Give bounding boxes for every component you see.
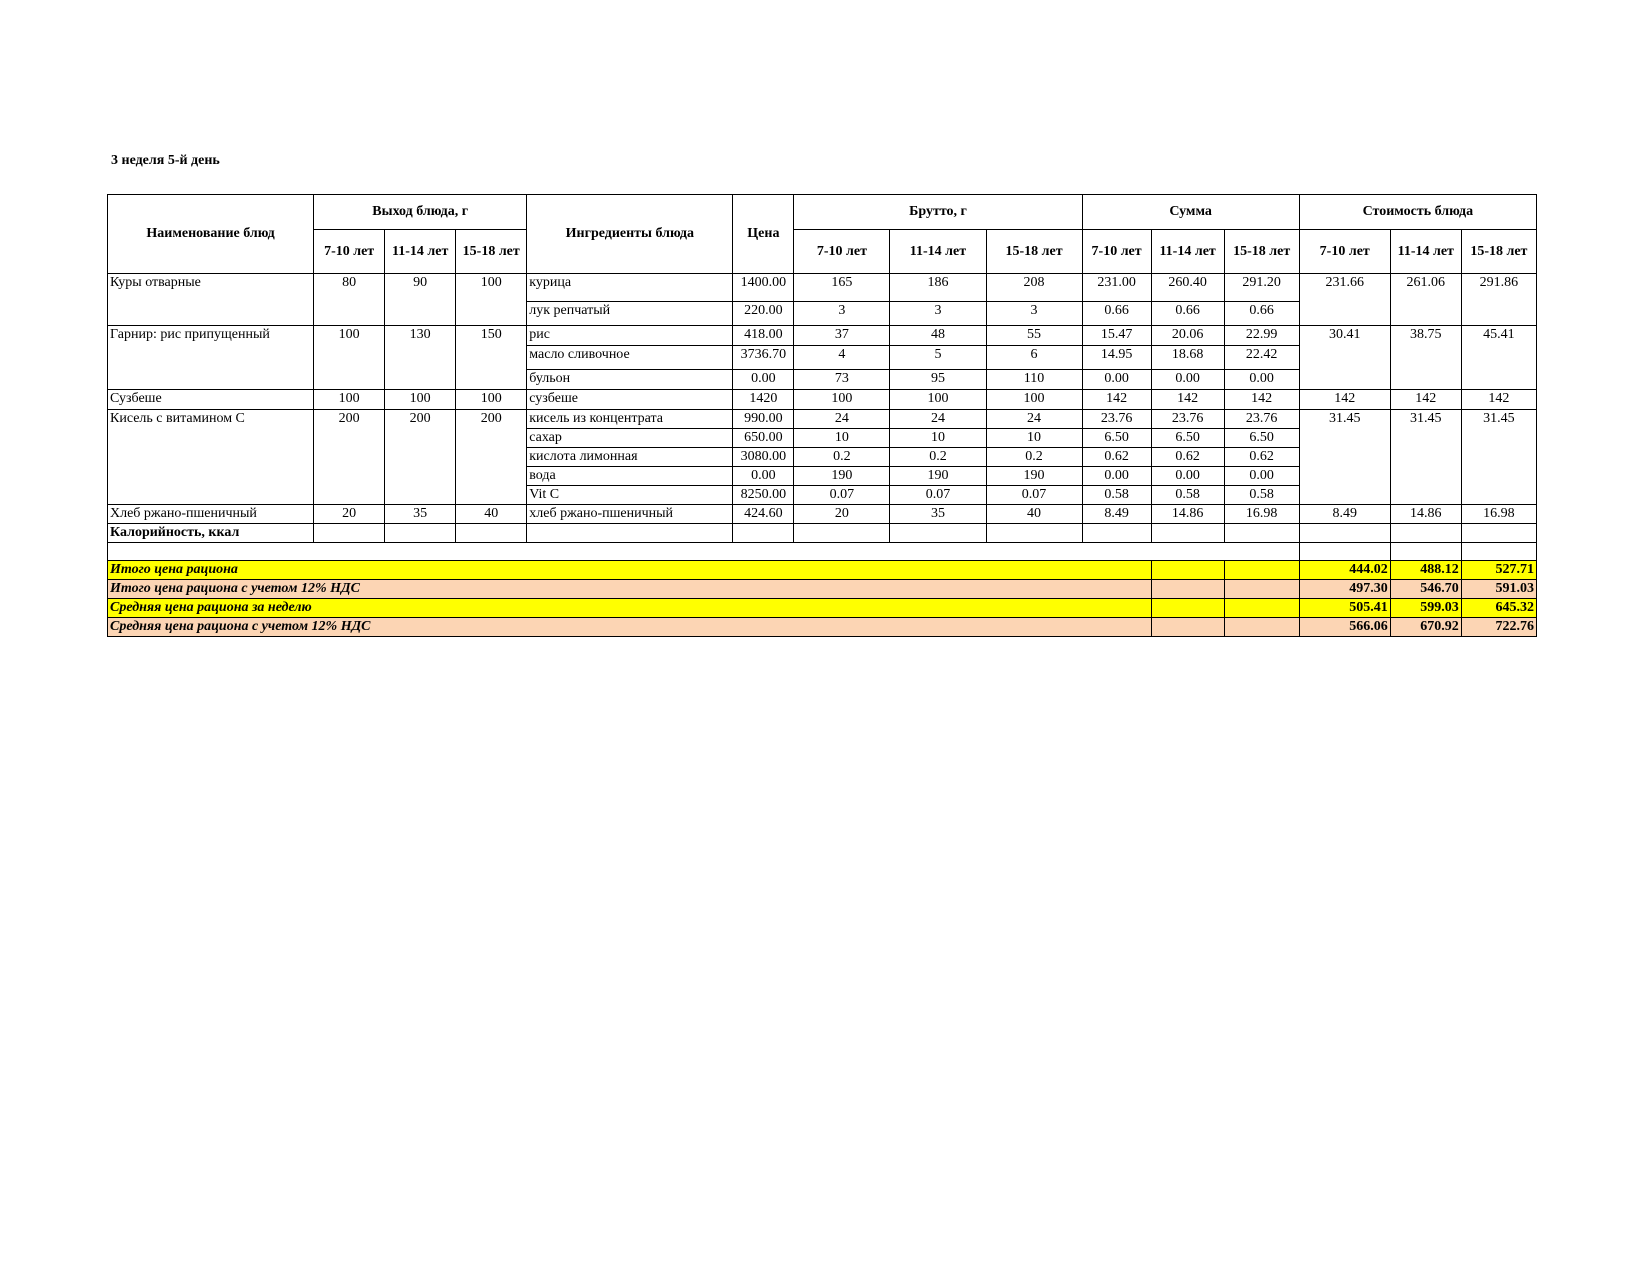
header-cost: Стоимость блюда <box>1299 195 1536 230</box>
ingredient-name: кисель из концентрата <box>527 410 733 429</box>
sum-value: 20.06 <box>1151 326 1224 346</box>
summary-value: 670.92 <box>1390 618 1461 637</box>
header-sum-age: 15-18 лет <box>1224 230 1299 274</box>
spacer-cell <box>1461 543 1536 561</box>
brutto-value: 20 <box>794 505 890 524</box>
cost-value: 261.06 <box>1390 274 1461 326</box>
sum-value: 0.00 <box>1151 370 1224 390</box>
summary-value: 566.06 <box>1299 618 1390 637</box>
ingredient-price: 220.00 <box>733 302 794 326</box>
output-value: 35 <box>385 505 456 524</box>
output-value: 200 <box>314 410 385 505</box>
summary-value: 497.30 <box>1299 580 1390 599</box>
ingredient-name: вода <box>527 467 733 486</box>
cost-value: 8.49 <box>1299 505 1390 524</box>
brutto-value: 10 <box>794 429 890 448</box>
empty-cell <box>314 524 385 543</box>
brutto-value: 95 <box>890 370 986 390</box>
spacer-cell <box>1299 543 1390 561</box>
empty-cell <box>1151 561 1224 580</box>
sum-value: 6.50 <box>1224 429 1299 448</box>
summary-value: 527.71 <box>1461 561 1536 580</box>
ingredient-name: сузбеше <box>527 390 733 410</box>
sum-value: 0.00 <box>1224 467 1299 486</box>
ingredient-name: кислота лимонная <box>527 448 733 467</box>
summary-row <box>108 580 1537 599</box>
cost-value: 231.66 <box>1299 274 1390 326</box>
brutto-value: 0.2 <box>890 448 986 467</box>
sum-value: 23.76 <box>1224 410 1299 429</box>
header-sum-age: 7-10 лет <box>1082 230 1151 274</box>
sum-value: 6.50 <box>1082 429 1151 448</box>
output-value: 40 <box>456 505 527 524</box>
sum-value: 14.86 <box>1151 505 1224 524</box>
spacer-cell <box>108 543 1300 561</box>
header-price: Цена <box>733 195 794 274</box>
ingredient-name: рис <box>527 326 733 346</box>
output-value: 200 <box>385 410 456 505</box>
sum-value: 15.47 <box>1082 326 1151 346</box>
sum-value: 0.00 <box>1082 370 1151 390</box>
summary-value: 505.41 <box>1299 599 1390 618</box>
sum-value: 16.98 <box>1224 505 1299 524</box>
dish-name: Куры отварные <box>108 274 314 326</box>
empty-cell <box>1224 618 1299 637</box>
header-row-2 <box>108 230 1537 274</box>
brutto-value: 6 <box>986 346 1082 370</box>
cost-value: 45.41 <box>1461 326 1536 390</box>
empty-cell <box>986 524 1082 543</box>
empty-cell <box>1299 524 1390 543</box>
brutto-value: 0.07 <box>794 486 890 505</box>
brutto-value: 190 <box>986 467 1082 486</box>
sum-value: 0.58 <box>1082 486 1151 505</box>
header-cost-age: 15-18 лет <box>1461 230 1536 274</box>
cost-value: 30.41 <box>1299 326 1390 390</box>
sum-value: 231.00 <box>1082 274 1151 302</box>
output-value: 100 <box>456 274 527 326</box>
brutto-value: 100 <box>794 390 890 410</box>
sum-value: 260.40 <box>1151 274 1224 302</box>
brutto-value: 110 <box>986 370 1082 390</box>
table-row <box>108 410 1537 429</box>
table-row <box>108 326 1537 346</box>
table-row <box>108 390 1537 410</box>
ingredient-name: лук репчатый <box>527 302 733 326</box>
ingredient-price: 990.00 <box>733 410 794 429</box>
table-row <box>108 274 1537 302</box>
brutto-value: 190 <box>794 467 890 486</box>
sum-value: 0.00 <box>1151 467 1224 486</box>
output-value: 150 <box>456 326 527 390</box>
output-value: 200 <box>456 410 527 505</box>
summary-label: Итого цена рациона <box>108 561 1152 580</box>
ingredient-price: 650.00 <box>733 429 794 448</box>
ingredient-name: Vit C <box>527 486 733 505</box>
table-row <box>108 505 1537 524</box>
calories-label: Калорийность, ккал <box>108 524 314 543</box>
spacer-cell <box>1390 543 1461 561</box>
dish-name: Хлеб ржано-пшеничный <box>108 505 314 524</box>
brutto-value: 208 <box>986 274 1082 302</box>
sum-value: 0.62 <box>1224 448 1299 467</box>
sum-value: 0.62 <box>1151 448 1224 467</box>
ingredient-price: 3736.70 <box>733 346 794 370</box>
summary-value: 645.32 <box>1461 599 1536 618</box>
sum-value: 23.76 <box>1082 410 1151 429</box>
sum-value: 142 <box>1151 390 1224 410</box>
header-sum-age: 11-14 лет <box>1151 230 1224 274</box>
summary-row <box>108 561 1537 580</box>
output-value: 100 <box>314 326 385 390</box>
empty-cell <box>1151 580 1224 599</box>
cost-value: 14.86 <box>1390 505 1461 524</box>
sum-value: 142 <box>1224 390 1299 410</box>
brutto-value: 55 <box>986 326 1082 346</box>
ingredient-price: 0.00 <box>733 370 794 390</box>
brutto-value: 100 <box>986 390 1082 410</box>
sum-value: 14.95 <box>1082 346 1151 370</box>
empty-cell <box>456 524 527 543</box>
summary-value: 591.03 <box>1461 580 1536 599</box>
ingredient-price: 1420 <box>733 390 794 410</box>
summary-value: 444.02 <box>1299 561 1390 580</box>
cost-value: 31.45 <box>1461 410 1536 505</box>
output-value: 20 <box>314 505 385 524</box>
summary-label: Итого цена рациона с учетом 12% НДС <box>108 580 1152 599</box>
header-output: Выход блюда, г <box>314 195 527 230</box>
header-sum: Сумма <box>1082 195 1299 230</box>
brutto-value: 3 <box>986 302 1082 326</box>
cost-value: 142 <box>1299 390 1390 410</box>
empty-cell <box>1151 599 1224 618</box>
header-brutto-age: 7-10 лет <box>794 230 890 274</box>
ingredient-price: 3080.00 <box>733 448 794 467</box>
sum-value: 6.50 <box>1151 429 1224 448</box>
brutto-value: 24 <box>794 410 890 429</box>
sum-value: 0.66 <box>1224 302 1299 326</box>
brutto-value: 48 <box>890 326 986 346</box>
dish-name: Сузбеше <box>108 390 314 410</box>
sum-value: 0.58 <box>1151 486 1224 505</box>
empty-cell <box>1461 524 1536 543</box>
output-value: 90 <box>385 274 456 326</box>
cost-value: 291.86 <box>1461 274 1536 326</box>
summary-value: 599.03 <box>1390 599 1461 618</box>
brutto-value: 0.07 <box>986 486 1082 505</box>
ingredient-name: бульон <box>527 370 733 390</box>
empty-cell <box>890 524 986 543</box>
summary-label: Средняя цена рациона с учетом 12% НДС <box>108 618 1152 637</box>
header-ingredients: Ингредиенты блюда <box>527 195 733 274</box>
summary-value: 488.12 <box>1390 561 1461 580</box>
ingredient-name: масло сливочное <box>527 346 733 370</box>
empty-cell <box>1224 524 1299 543</box>
empty-cell <box>1390 524 1461 543</box>
header-cost-age: 11-14 лет <box>1390 230 1461 274</box>
dish-name: Гарнир: рис припущенный <box>108 326 314 390</box>
brutto-value: 3 <box>794 302 890 326</box>
page-title: 3 неделя 5-й день <box>111 153 220 168</box>
header-output-age: 15-18 лет <box>456 230 527 274</box>
header-brutto-age: 15-18 лет <box>986 230 1082 274</box>
spacer-row <box>108 543 1537 561</box>
summary-value: 546.70 <box>1390 580 1461 599</box>
brutto-value: 5 <box>890 346 986 370</box>
brutto-value: 10 <box>890 429 986 448</box>
output-value: 100 <box>385 390 456 410</box>
brutto-value: 165 <box>794 274 890 302</box>
brutto-value: 35 <box>890 505 986 524</box>
header-brutto-age: 11-14 лет <box>890 230 986 274</box>
ingredient-name: курица <box>527 274 733 302</box>
brutto-value: 4 <box>794 346 890 370</box>
brutto-value: 37 <box>794 326 890 346</box>
empty-cell <box>1224 599 1299 618</box>
summary-value: 722.76 <box>1461 618 1536 637</box>
sum-value: 0.66 <box>1151 302 1224 326</box>
empty-cell <box>1151 524 1224 543</box>
cost-value: 142 <box>1461 390 1536 410</box>
brutto-value: 73 <box>794 370 890 390</box>
empty-cell <box>1082 524 1151 543</box>
empty-cell <box>1151 618 1224 637</box>
ingredient-price: 424.60 <box>733 505 794 524</box>
ingredient-name: сахар <box>527 429 733 448</box>
header-output-age: 7-10 лет <box>314 230 385 274</box>
sum-value: 0.00 <box>1224 370 1299 390</box>
ingredient-price: 8250.00 <box>733 486 794 505</box>
dish-name: Кисель с витамином С <box>108 410 314 505</box>
cost-value: 31.45 <box>1390 410 1461 505</box>
output-value: 100 <box>456 390 527 410</box>
ingredient-price: 1400.00 <box>733 274 794 302</box>
brutto-value: 10 <box>986 429 1082 448</box>
header-row-1 <box>108 195 1537 230</box>
empty-cell <box>527 524 733 543</box>
sum-value: 22.42 <box>1224 346 1299 370</box>
summary-label: Средняя цена рациона за неделю <box>108 599 1152 618</box>
empty-cell <box>1224 561 1299 580</box>
header-output-age: 11-14 лет <box>385 230 456 274</box>
sum-value: 0.66 <box>1082 302 1151 326</box>
empty-cell <box>1224 580 1299 599</box>
sum-value: 142 <box>1082 390 1151 410</box>
sum-value: 0.62 <box>1082 448 1151 467</box>
header-brutto: Брутто, г <box>794 195 1082 230</box>
sum-value: 18.68 <box>1151 346 1224 370</box>
empty-cell <box>733 524 794 543</box>
sum-value: 22.99 <box>1224 326 1299 346</box>
header-cost-age: 7-10 лет <box>1299 230 1390 274</box>
ingredient-price: 0.00 <box>733 467 794 486</box>
summary-row <box>108 599 1537 618</box>
brutto-value: 40 <box>986 505 1082 524</box>
empty-cell <box>794 524 890 543</box>
sum-value: 0.58 <box>1224 486 1299 505</box>
calories-row <box>108 524 1537 543</box>
brutto-value: 3 <box>890 302 986 326</box>
brutto-value: 0.07 <box>890 486 986 505</box>
brutto-value: 186 <box>890 274 986 302</box>
sum-value: 291.20 <box>1224 274 1299 302</box>
output-value: 80 <box>314 274 385 326</box>
output-value: 100 <box>314 390 385 410</box>
empty-cell <box>385 524 456 543</box>
cost-value: 16.98 <box>1461 505 1536 524</box>
cost-value: 142 <box>1390 390 1461 410</box>
brutto-value: 100 <box>890 390 986 410</box>
brutto-value: 24 <box>986 410 1082 429</box>
brutto-value: 0.2 <box>986 448 1082 467</box>
sum-value: 23.76 <box>1151 410 1224 429</box>
brutto-value: 0.2 <box>794 448 890 467</box>
ingredient-price: 418.00 <box>733 326 794 346</box>
sum-value: 0.00 <box>1082 467 1151 486</box>
menu-table <box>107 194 1537 637</box>
brutto-value: 190 <box>890 467 986 486</box>
sum-value: 8.49 <box>1082 505 1151 524</box>
output-value: 130 <box>385 326 456 390</box>
ingredient-name: хлеб ржано-пшеничный <box>527 505 733 524</box>
cost-value: 31.45 <box>1299 410 1390 505</box>
header-dish-name: Наименование блюд <box>108 195 314 274</box>
summary-row <box>108 618 1537 637</box>
brutto-value: 24 <box>890 410 986 429</box>
cost-value: 38.75 <box>1390 326 1461 390</box>
